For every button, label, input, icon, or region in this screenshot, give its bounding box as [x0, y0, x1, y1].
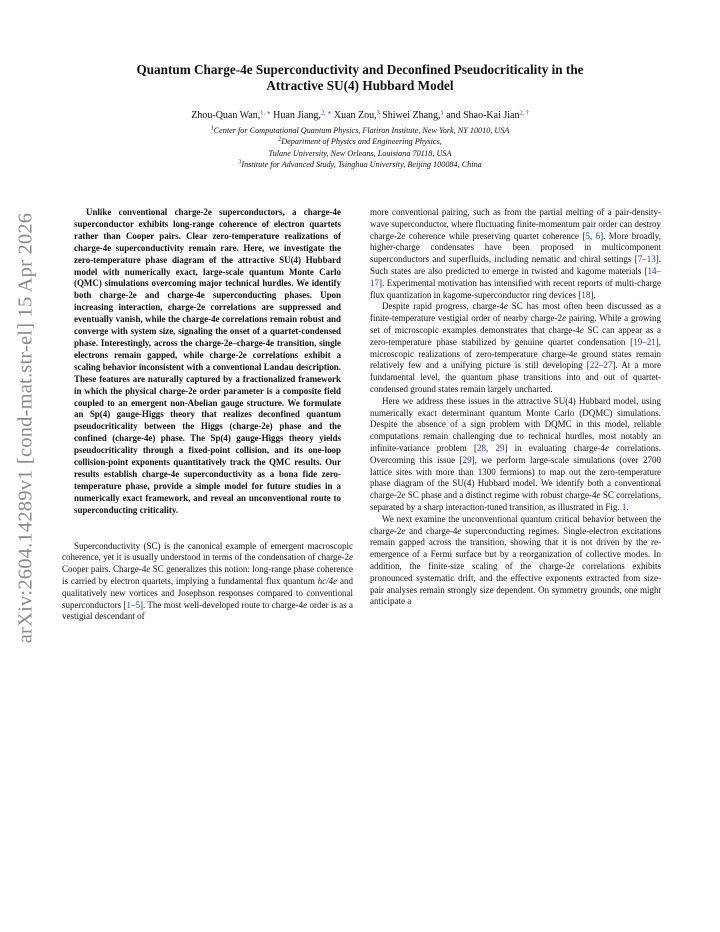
author-affiliation-mark[interactable]: 1, ∗	[260, 109, 271, 117]
citation-link[interactable]: 22–27	[589, 360, 613, 371]
author-name: Huan Jiang,	[273, 110, 321, 121]
paper-title	[80, 62, 640, 94]
arxiv-identifier: arXiv:2604.14289v1 [cond-mat.str-el] 15 Apr 2026	[14, 212, 37, 644]
author-name: Shiwei Zhang,	[382, 110, 441, 121]
title-line-2: Attractive SU(4) Hubbard Model	[266, 78, 454, 93]
affiliation-2: $^2$Department of Physics and Engineering Physics,	[278, 135, 442, 147]
intro-paragraph-4: We next examine the unconventional quantum critical behavior between the charge-2e and charge-4e superconducting regimes. Single-electron excitations remain gapped across the transition, showing that it is not driven by the re-emergence of a Fermi surface but by a reorganization of collective modes. In addition, the finite-size scaling of the charge-2e correlations exhibits pronounced systematic drift, and the effective exponents extracted from size-pair analyses remain strongly size dependent. On symmetry grounds, one might anticipate a	[370, 513, 661, 607]
citation-link[interactable]: 14–17	[370, 265, 661, 288]
affiliation-1: $^1$Center for Computational Quantum Physics, Flatiron Institute, New York, NY 10010, USA	[210, 124, 510, 135]
citation-link[interactable]: 5	[585, 230, 590, 241]
author-affiliation-mark[interactable]: 2, ∗	[320, 109, 332, 117]
citation-link[interactable]: 18	[581, 289, 591, 300]
citation-link[interactable]: 6	[595, 230, 601, 241]
author-affiliation-mark[interactable]: 2, †	[519, 109, 529, 117]
affiliation-2-cont: Tulane University, New Orleans, Louisiana 70118, USA	[268, 148, 452, 158]
affiliation-3: $^3$Institute for Advanced Study, Tsinghua University, Beijing 100084, China	[238, 158, 482, 170]
author-affiliation-mark: 3	[376, 109, 380, 117]
intro-paragraph-1: Superconductivity (SC) is the canonical example of emergent macroscopic coherence, yet it is usually understood in terms of the condensation of charge-2e Cooper pairs. Charge-4e SC generalizes this notion: long-range phase coherence is carried by electron quartets, implying a fundamental flux quantum hc/4e and qualitatively new vortices and Josephson responses compared to conventional superconductors [1–5]. The most well-developed route to charge-4e order is as a vestigial descendant of	[62, 540, 354, 622]
right-column	[370, 207, 661, 608]
left-column	[62, 207, 353, 623]
author-list	[60, 109, 660, 122]
arxiv-sidebar-stamp	[6, 178, 46, 678]
intro-paragraph-2: Despite rapid progress, charge-4e SC has most often been discussed as a finite-temperature vestigial order of nearby charge-2e pairing. While a growing set of microscopic examples demonstrates that charge-4e SC can appear as a zero-temperature phase stabilized by genuine quartet condensation [19–21], microscopic realizations of zero-temperature charge-4e ground states remain relatively few and a unifying picture is still developing [22–27]. At a more fundamental level, the quantum phase transitions into and out of quartet-condensed ground states remain largely uncharted.	[370, 301, 662, 394]
citation-link[interactable]: 28	[477, 442, 487, 453]
citation-link[interactable]: 1–5	[126, 599, 140, 610]
title-line-1: Quantum Charge-4e Superconductivity and Deconfined Pseudocriticality in the	[136, 62, 584, 77]
citation-link[interactable]: 29	[462, 454, 472, 465]
author-name: Zhou-Quan Wan,	[191, 110, 261, 121]
affiliation-list	[60, 125, 660, 171]
citation-link[interactable]: 7–13	[637, 254, 656, 265]
intro-paragraph-3: Here we address these issues in the attractive SU(4) Hubbard model, using numerically exact determinant quantum Monte Carlo (DQMC) simulations. Despite the absence of a sign problem with DQMC in this model, reliable computations remain challenging due to technical hurdles, most notably an infinite-variance problem [28, 29] in evaluating charge-4e correlations. Overcoming this issue [29], we perform large-scale simulations (over 2700 lattice sites with more than 1300 fermions) to map out the zero-temperature phase diagram of the SU(4) Hubbard model. We identify both a conventional charge-2e SC phase and a distinct regime with robust charge-4e SC correlations, separated by a sharp interaction-tuned transition, as illustrated in Fig. 1.	[370, 395, 661, 512]
citation-link[interactable]: 19–21	[633, 336, 656, 347]
figure-link[interactable]: 1	[621, 501, 627, 512]
intro-paragraph-1-cont: more conventional pairing, such as from the partial melting of a pair-density-wave superconductor, where fluctuating finite-momentum pair order can destroy charge-2e coherence while preserving quartet coherence [5, 6]. More broadly, higher-charge condensates have been proposed in multicomponent superconductors and superfluids, including nematic and chiral settings [7–13]. Such states are also predicted to emerge in twisted and kagome materials [14–17]. Experimental motivation has intensified with recent reports of multi-charge flux quantization in kagome-superconductor ring devices [18].	[370, 207, 661, 300]
abstract: Unlike conventional charge-2e superconductors, a charge-4e superconductor exhibits long-range coherence of electron quartets rather than Cooper pairs. Clear zero-temperature realizations of charge-4e superconductivity remain rare. Here, we investigate the zero-temperature phase diagram of the attractive SU(4) Hubbard model with numerically exact, large-scale quantum Monte Carlo (QMC) simulations overcoming major technical hurdles. We identify both charge-2e and charge-4e superconducting phases. Upon increasing interaction, charge-2e correlations are suppressed and eventually vanish, while the charge-4e correlations remain robust and converge with system size, signaling the onset of a quartet-condensed phase. Interestingly, across the charge-2e–charge-4e transition, single electrons remain gapped, while charge-2e correlations exhibit a scaling behavior inconsistent with a conventional Landau description. These features are naturally captured by a fractionalized framework in which the physical charge-2e order parameter is a composite field coupled to an emergent non-Abelian gauge structure. We formulate an Sp(4) gauge-Higgs theory that realizes deconfined quantum pseudocriticality between the Higgs (charge-2e) phase and the confined (charge-4e) phase. The Sp(4) gauge-Higgs theory yields pseudocriticality through a fixed-point collision, and its one-loop collision-point exponents quantitatively track the QMC results. Our results establish charge-4e superconductivity as a bona fide zero-temperature phase, provide a simple model for future studies in a numerically exact framework, and reveal an unconventional route to superconducting criticality.	[74, 207, 341, 515]
author-name: Xuan Zou,	[333, 110, 377, 121]
author-affiliation-mark: 1	[440, 109, 444, 117]
citation-link[interactable]: 29	[495, 442, 505, 453]
author-name: and Shao-Kai Jian	[446, 110, 520, 121]
